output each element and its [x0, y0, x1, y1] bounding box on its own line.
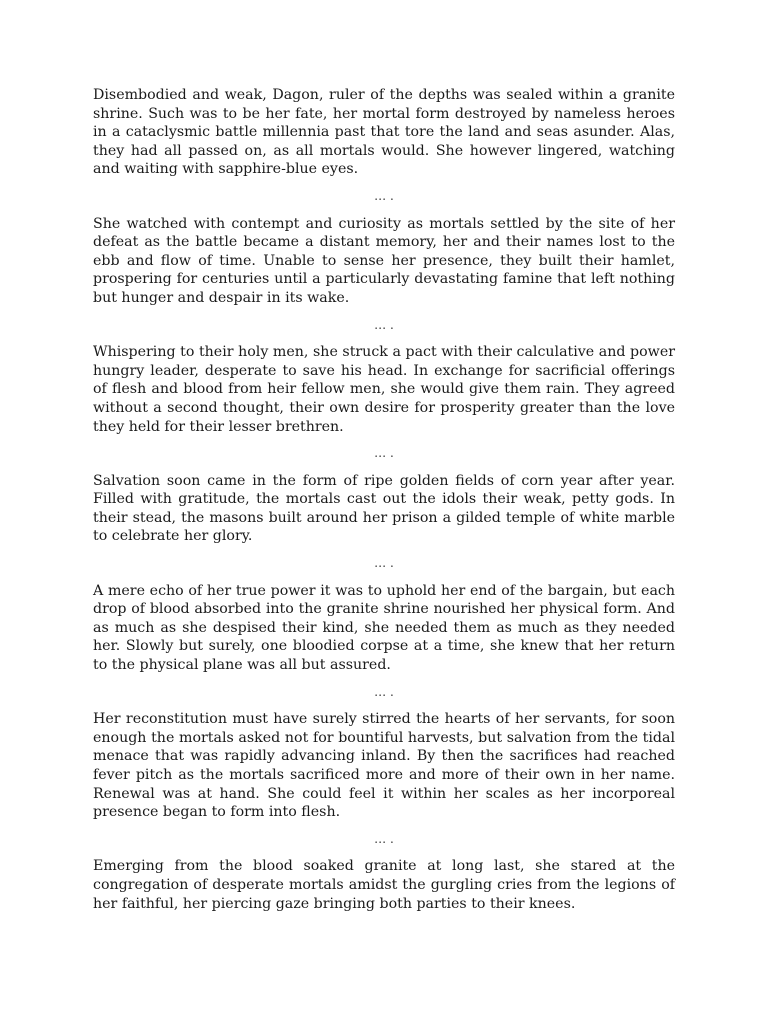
- paragraph-3: Whispering to their holy men, she struck a pact with their calculative and power hungry leader, desperate to save his head. In exchange for sacrificial offerings of flesh and blood from heir fellow men, she would give them rain. They agreed without a second thought, their own desire for prosperity greater than the love they held for their lesser brethren.: [93, 344, 675, 435]
- section-separator: … .: [374, 446, 394, 461]
- paragraph-6: Her reconstitution must have surely stirred the hearts of her servants, for soon enough the mortals asked not for bountiful harvests, but salvation from the tidal menace that was rapidly advancing inland. By then the sacrifices had reached fever pitch as the mortals sacrificed more and more of their own in her name. Renewal was at hand. She could feel it within her scales as her incorporeal presence began to form into flesh.: [93, 711, 675, 821]
- paragraph-7: Emerging from the blood soaked granite at long last, she stared at the congregation of desperate mortals amidst the gurgling cries from the legions of her faithful, her piercing gaze bringing both parties to their knees.: [93, 858, 675, 912]
- section-separator: … .: [374, 556, 394, 571]
- section-separator: … .: [374, 317, 394, 332]
- paragraph-5: A mere echo of her true power it was to uphold her end of the bargain, but each drop of blood absorbed into the granite shrine nourished her physical form. And as much as she despised their kind, she needed them as much as they needed her. Slowly but surely, one bloodied corpse at a time, she knew that her return to the physical plane was all but assured.: [93, 582, 675, 674]
- section-separator: … .: [374, 831, 394, 846]
- section-separator: … .: [374, 684, 394, 699]
- document-page: [93, 86, 675, 913]
- section-separator: … .: [374, 188, 394, 203]
- paragraph-4: Salvation soon came in the form of ripe golden fields of corn year after year. Filled with gratitude, the mortals cast out the idols their weak, petty gods. In their stead, the masons built around her prison a gilded temple of white marble to celebrate her glory.: [93, 472, 675, 545]
- paragraph-1: Disembodied and weak, Dagon, ruler of the depths was sealed within a granite shrine. Such was to be her fate, her mortal form destroyed by nameless heroes in a cataclysmic battle millennia past that tore the land and seas asunder. Alas, they had all passed on, as all mortals would. She however lingered, watching and waiting with sapphire-blue eyes.: [93, 87, 675, 178]
- paragraph-2: She watched with contempt and curiosity as mortals settled by the site of her defeat as the battle became a distant memory, her and their names lost to the ebb and flow of time. Unable to sense her presence, they built their hamlet, prospering for centuries until a particularly devastating famine that left nothing but hunger and despair in its wake.: [93, 215, 675, 306]
